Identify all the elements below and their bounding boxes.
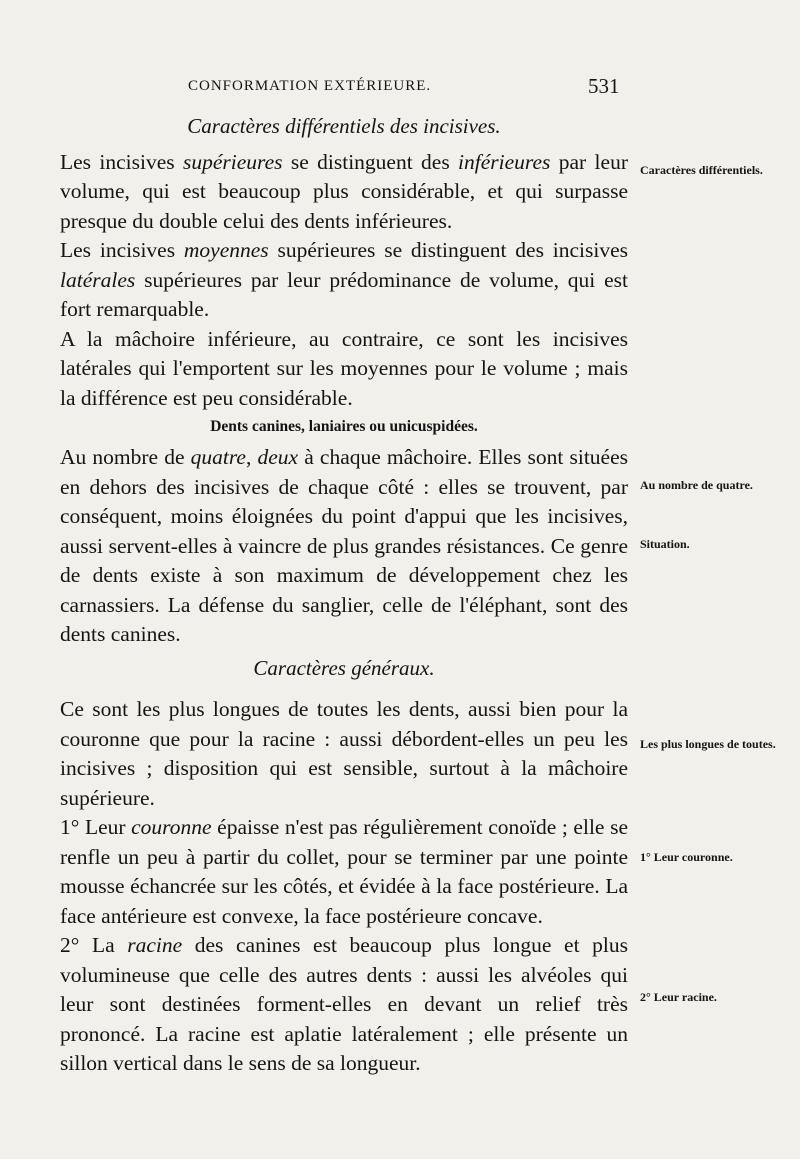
section-heading-incisives: Caractères différentiels des incisives. (187, 114, 501, 138)
paragraph-5: Ce sont les plus longues de toutes les dents, aussi bien pour la couronne que pour la racine : aussi débordent-elles un peu les incisives ; disposition qui est sensible, surtout à la mâchoire supérieure. (60, 697, 628, 810)
subheading-canines: Dents canines, laniaires ou unicuspidées. (210, 418, 478, 435)
margin-note-longest: Les plus longues de toutes. (640, 737, 776, 751)
margin-note-crown: 1° Leur couronne. (640, 850, 733, 864)
main-text-column (60, 112, 628, 1079)
paragraph-6: 1° Leur couronne épaisse n'est pas régulièrement conoïde ; elle se renfle un peu à partir du collet, pour se terminer par une pointe mousse échancrée sur les côtés, et évidée à la face postérieure. La face antérieure est convexe, la face postérieure concave. (60, 815, 628, 928)
paragraph-3: A la mâchoire inférieure, au contraire, ce sont les incisives latérales qui l'emportent sur les moyennes pour le volume ; mais la différence est peu considérable. (60, 326, 628, 410)
margin-note-number: Au nombre de quatre. (640, 478, 753, 492)
paragraph-4: Au nombre de quatre, deux à chaque mâchoire. Elles sont situées en dehors des incisives de chaque côté : elles se trouvent, par conséquent, moins éloignées du point d'appui que les incisives, aussi servent-elles à vaincre de plus grandes résistances. Ce genre de dents existe à son maximum de développement chez les carnassiers. La défense du sanglier, celle de l'éléphant, sont des dents canines. (60, 445, 628, 646)
margin-note-root: 2° Leur racine. (640, 990, 717, 1004)
paragraph-1: Les incisives supérieures se distinguent des inférieures par leur volume, qui est beaucoup plus considérable, et qui surpasse presque du double celui des dents inférieures. (60, 149, 628, 233)
margin-note-differential: Caractères différentiels. (640, 163, 763, 177)
section-heading-general: Caractères généraux. (253, 655, 435, 680)
running-head: CONFORMATION EXTÉRIEURE. (188, 78, 432, 94)
paragraph-7: 2° La racine des canines est beaucoup plus longue et plus volumineuse que celle des autres dents : aussi les alvéoles qui leur sont destinées forment-elles en devant un relief très prononcé. La racine est aplatie latéralement ; elle présente un sillon vertical dans le sens de sa longueur. (60, 933, 628, 1075)
margin-note-situation: Situation. (640, 537, 690, 551)
page-number: 531 (588, 74, 620, 98)
paragraph-2: Les incisives moyennes supérieures se distinguent des incisives latérales supérieures par leur prédominance de volume, qui est fort remarquable. (60, 238, 628, 321)
